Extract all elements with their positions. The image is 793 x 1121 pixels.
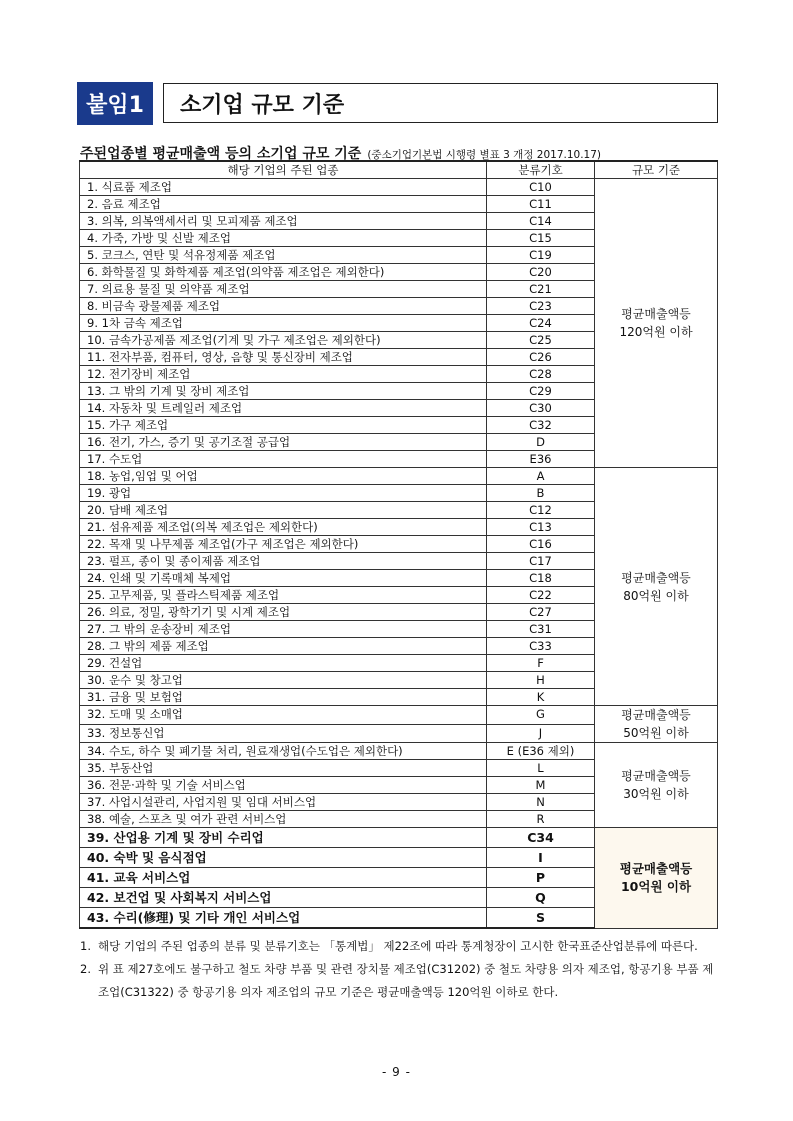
code-cell: C14 <box>487 213 595 230</box>
industry-cell: 25. 고무제품, 및 플라스틱제품 제조업 <box>80 587 487 604</box>
code-cell: C33 <box>487 638 595 655</box>
footnote-text: 위 표 제27호에도 불구하고 철도 차량 부품 및 관련 장치물 제조업(C31202) 중 철도 차량용 의자 제조업, 항공기용 부품 제조업(C31322) 중 항공기용 의자 제조업의 규모 기준은 평균매출액등 120억원 이하로 한다. <box>98 962 714 999</box>
industry-cell: 29. 건설업 <box>80 655 487 672</box>
code-cell: C21 <box>487 281 595 298</box>
code-cell: P <box>487 868 595 888</box>
size-criteria-line2: 80억원 이하 <box>623 588 689 603</box>
page-number: - 9 - <box>382 1065 411 1079</box>
code-cell: C23 <box>487 298 595 315</box>
size-criteria-line1: 평균매출액등 <box>621 708 691 722</box>
table-body <box>80 179 718 929</box>
size-criteria-line1: 평균매출액등 <box>621 769 691 783</box>
industry-cell: 43. 수리(修理) 및 기타 개인 서비스업 <box>80 908 487 929</box>
size-criteria-line1: 평균매출액등 <box>621 570 691 585</box>
code-cell: R <box>487 811 595 828</box>
code-cell: J <box>487 724 595 743</box>
industry-cell: 42. 보건업 및 사회복지 서비스업 <box>80 888 487 908</box>
industry-cell: 28. 그 밖의 제품 제조업 <box>80 638 487 655</box>
code-cell: K <box>487 689 595 706</box>
industry-cell: 36. 전문·과학 및 기술 서비스업 <box>80 777 487 794</box>
industry-cell: 17. 수도업 <box>80 451 487 468</box>
code-cell: C17 <box>487 553 595 570</box>
industry-cell: 2. 음료 제조업 <box>80 196 487 213</box>
industry-cell: 26. 의료, 정밀, 광학기기 및 시계 제조업 <box>80 604 487 621</box>
industry-cell: 31. 금융 및 보험업 <box>80 689 487 706</box>
footnotes <box>80 935 720 1004</box>
table-caption-note: (중소기업기본법 시행령 별표 3 개정 2017.10.17) <box>367 149 602 161</box>
code-cell: C12 <box>487 502 595 519</box>
industry-cell: 6. 화학물질 및 화학제품 제조업(의약품 제조업은 제외한다) <box>80 264 487 281</box>
industry-cell: 41. 교육 서비스업 <box>80 868 487 888</box>
industry-cell: 5. 코크스, 연탄 및 석유정제품 제조업 <box>80 247 487 264</box>
code-cell: E36 <box>487 451 595 468</box>
industry-cell: 21. 섬유제품 제조업(의복 제조업은 제외한다) <box>80 519 487 536</box>
table-header-row <box>80 161 718 179</box>
code-cell: Q <box>487 888 595 908</box>
code-cell: C30 <box>487 400 595 417</box>
code-cell: B <box>487 485 595 502</box>
header-industry: 해당 기업의 주된 업종 <box>80 161 487 179</box>
industry-cell: 7. 의료용 물질 및 의약품 제조업 <box>80 281 487 298</box>
size-criteria-cell <box>595 706 718 743</box>
code-cell: C31 <box>487 621 595 638</box>
industry-cell: 32. 도매 및 소매업 <box>80 706 487 725</box>
code-cell: G <box>487 706 595 725</box>
size-criteria-line2: 10억원 이하 <box>620 878 692 894</box>
code-cell: C19 <box>487 247 595 264</box>
industry-cell: 10. 금속가공제품 제조업(기계 및 가구 제조업은 제외한다) <box>80 332 487 349</box>
code-cell: C22 <box>487 587 595 604</box>
code-cell: N <box>487 794 595 811</box>
code-cell: C34 <box>487 828 595 848</box>
size-criteria-line2: 120억원 이하 <box>619 325 693 339</box>
size-criteria-cell <box>595 828 718 929</box>
size-criteria-table <box>79 160 718 929</box>
industry-cell: 19. 광업 <box>80 485 487 502</box>
size-criteria-line2: 30억원 이하 <box>623 787 689 801</box>
code-cell: L <box>487 760 595 777</box>
industry-cell: 24. 인쇄 및 기록매체 복제업 <box>80 570 487 587</box>
code-cell: E (E36 제외) <box>487 743 595 760</box>
industry-cell: 3. 의복, 의복액세서리 및 모피제품 제조업 <box>80 213 487 230</box>
industry-cell: 40. 숙박 및 음식점업 <box>80 848 487 868</box>
industry-cell: 4. 가죽, 가방 및 신발 제조업 <box>80 230 487 247</box>
industry-cell: 15. 가구 제조업 <box>80 417 487 434</box>
industry-cell: 8. 비금속 광물제품 제조업 <box>80 298 487 315</box>
code-cell: C15 <box>487 230 595 247</box>
industry-cell: 34. 수도, 하수 및 폐기물 처리, 원료재생업(수도업은 제외한다) <box>80 743 487 760</box>
industry-cell: 20. 담배 제조업 <box>80 502 487 519</box>
industry-cell: 27. 그 밖의 운송장비 제조업 <box>80 621 487 638</box>
header-code: 분류기호 <box>487 161 595 179</box>
footnote-number: 1. <box>80 939 91 953</box>
size-criteria-cell <box>595 179 718 468</box>
size-criteria-line2: 50억원 이하 <box>623 726 689 740</box>
table-row <box>80 828 718 848</box>
size-criteria-line1: 평균매출액등 <box>621 307 691 321</box>
code-cell: C13 <box>487 519 595 536</box>
code-cell: C26 <box>487 349 595 366</box>
code-cell: C25 <box>487 332 595 349</box>
industry-cell: 39. 산업용 기계 및 장비 수리업 <box>80 828 487 848</box>
industry-cell: 22. 목재 및 나무제품 제조업(가구 제조업은 제외한다) <box>80 536 487 553</box>
code-cell: F <box>487 655 595 672</box>
code-cell: C28 <box>487 366 595 383</box>
table-row <box>80 179 718 196</box>
industry-cell: 13. 그 밖의 기계 및 장비 제조업 <box>80 383 487 400</box>
table-caption-main: 주된업종별 평균매출액 등의 소기업 규모 기준 <box>80 146 362 162</box>
code-cell: C29 <box>487 383 595 400</box>
code-cell: C20 <box>487 264 595 281</box>
industry-cell: 33. 정보통신업 <box>80 724 487 743</box>
industry-cell: 23. 펄프, 종이 및 종이제품 제조업 <box>80 553 487 570</box>
code-cell: H <box>487 672 595 689</box>
code-cell: C10 <box>487 179 595 196</box>
appendix-badge: 붙임1 <box>77 82 153 125</box>
code-cell: S <box>487 908 595 929</box>
industry-cell: 30. 운수 및 창고업 <box>80 672 487 689</box>
industry-cell: 1. 식료품 제조업 <box>80 179 487 196</box>
code-cell: C16 <box>487 536 595 553</box>
footnote-text: 해당 기업의 주된 업종의 분류 및 분류기호는 「통계법」 제22조에 따라 통계청장이 고시한 한국표준산업분류에 따른다. <box>98 939 698 953</box>
table-row <box>80 743 718 760</box>
industry-cell: 14. 자동차 및 트레일러 제조업 <box>80 400 487 417</box>
code-cell: D <box>487 434 595 451</box>
code-cell: C18 <box>487 570 595 587</box>
industry-cell: 38. 예술, 스포츠 및 여가 관련 서비스업 <box>80 811 487 828</box>
industry-cell: 12. 전기장비 제조업 <box>80 366 487 383</box>
code-cell: I <box>487 848 595 868</box>
page-title <box>163 83 718 123</box>
code-cell: C32 <box>487 417 595 434</box>
footnote-number: 2. <box>80 962 91 976</box>
page-title-text: 소기업 규모 기준 <box>180 92 345 118</box>
industry-cell: 16. 전기, 가스, 증기 및 공기조절 공급업 <box>80 434 487 451</box>
industry-cell: 35. 부동산업 <box>80 760 487 777</box>
industry-cell: 18. 농업,임업 및 어업 <box>80 468 487 485</box>
code-cell: C11 <box>487 196 595 213</box>
header-size: 규모 기준 <box>595 161 718 179</box>
footnote <box>80 958 720 1004</box>
industry-cell: 11. 전자부품, 컴퓨터, 영상, 음향 및 통신장비 제조업 <box>80 349 487 366</box>
size-criteria-cell <box>595 468 718 706</box>
code-cell: A <box>487 468 595 485</box>
code-cell: C27 <box>487 604 595 621</box>
table-row <box>80 706 718 725</box>
industry-cell: 37. 사업시설관리, 사업지원 및 임대 서비스업 <box>80 794 487 811</box>
code-cell: M <box>487 777 595 794</box>
footnote <box>80 935 720 958</box>
industry-cell: 9. 1차 금속 제조업 <box>80 315 487 332</box>
size-criteria-line1: 평균매출액등 <box>619 860 693 876</box>
code-cell: C24 <box>487 315 595 332</box>
size-criteria-cell <box>595 743 718 828</box>
table-row <box>80 468 718 485</box>
